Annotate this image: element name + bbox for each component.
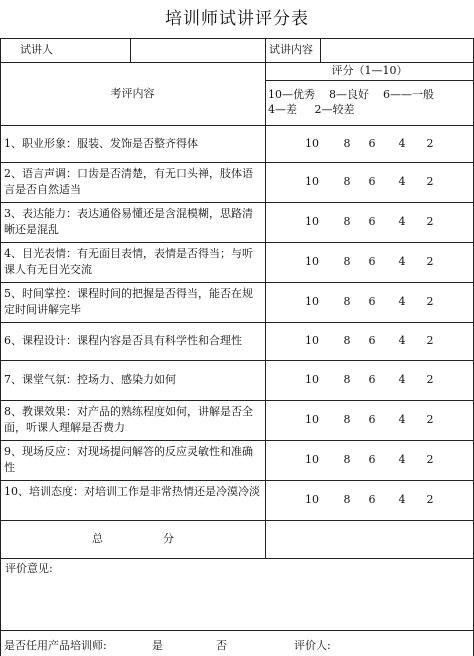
score-option[interactable]: 8 xyxy=(343,215,351,228)
score-option[interactable]: 6 xyxy=(368,255,376,268)
score-option[interactable]: 10 xyxy=(305,453,319,466)
score-legend-line1: 10—优秀 8—良好 6——一般 xyxy=(268,88,434,101)
rule-row10 xyxy=(0,520,474,521)
criterion-text: 1、职业形象：服装、发饰是否整齐得体 xyxy=(4,136,198,150)
rule-criteria-col xyxy=(265,62,266,558)
score-option[interactable]: 10 xyxy=(305,215,319,228)
lecturer-label: 试讲人 xyxy=(20,43,53,56)
score-option[interactable]: 6 xyxy=(368,295,376,308)
rule-row4 xyxy=(0,282,474,283)
criterion-text: 6、课程设计：课程内容是否具有科学性和合理性 xyxy=(4,334,242,347)
score-option[interactable]: 10 xyxy=(305,295,319,308)
appoint-yes[interactable]: 是 xyxy=(152,639,163,652)
score-option[interactable]: 10 xyxy=(305,255,319,268)
rule-row3 xyxy=(0,242,474,243)
evaluator-label: 评价人: xyxy=(294,639,331,652)
rule-score-label xyxy=(265,80,474,81)
score-option[interactable]: 2 xyxy=(426,373,434,386)
score-option[interactable]: 8 xyxy=(343,295,351,308)
score-option[interactable]: 10 xyxy=(305,136,319,150)
page-title: 培训师试讲评分表 xyxy=(165,9,309,29)
score-option[interactable]: 6 xyxy=(368,453,376,466)
rule-left xyxy=(0,38,1,656)
score-option[interactable]: 6 xyxy=(368,373,376,386)
total-label-left: 总 xyxy=(92,532,103,545)
rule-row6 xyxy=(0,360,474,361)
score-option[interactable]: 4 xyxy=(398,215,406,228)
score-option[interactable]: 2 xyxy=(426,255,434,268)
rule-row5 xyxy=(0,322,474,323)
criterion-text: 2、语言声调：口齿是否清楚，有无口头禅，肢体语言是否自然适当 xyxy=(4,167,253,196)
score-option[interactable]: 4 xyxy=(398,493,406,506)
score-option[interactable]: 4 xyxy=(398,334,406,347)
score-option[interactable]: 2 xyxy=(426,413,434,426)
score-option[interactable]: 8 xyxy=(343,453,351,466)
score-option[interactable]: 4 xyxy=(398,295,406,308)
score-option[interactable]: 4 xyxy=(398,175,406,188)
score-option[interactable]: 8 xyxy=(343,413,351,426)
score-option[interactable]: 4 xyxy=(398,255,406,268)
criterion-text: 3、表达能力：表达通俗易懂还是含混模糊，思路清晰还是混乱 xyxy=(4,207,253,236)
score-option[interactable]: 2 xyxy=(426,136,434,150)
rule-row2 xyxy=(0,202,474,203)
score-heading: 评分（1—10） xyxy=(331,64,408,77)
score-option[interactable]: 2 xyxy=(426,215,434,228)
rule-row1 xyxy=(0,162,474,163)
score-option[interactable]: 8 xyxy=(343,255,351,268)
score-option[interactable]: 2 xyxy=(426,295,434,308)
score-option[interactable]: 2 xyxy=(426,493,434,506)
score-option[interactable]: 6 xyxy=(368,493,376,506)
score-legend-line2: 4—差 2—较差 xyxy=(268,103,355,116)
score-option[interactable]: 8 xyxy=(343,136,351,150)
score-option[interactable]: 6 xyxy=(368,175,376,188)
score-option[interactable]: 10 xyxy=(305,373,319,386)
score-option[interactable]: 10 xyxy=(305,334,319,347)
rule-comments xyxy=(0,630,474,631)
rule-total xyxy=(0,558,474,559)
rule-top xyxy=(0,38,474,39)
rule-header-mid2 xyxy=(265,38,266,62)
rule-row8 xyxy=(0,440,474,441)
appoint-question: 是否任用产品培训师: xyxy=(4,639,107,652)
rule-header-mid1 xyxy=(130,38,131,62)
content-label: 试讲内容 xyxy=(269,43,313,56)
score-option[interactable]: 8 xyxy=(343,334,351,347)
evaluation-table xyxy=(0,38,474,656)
rule-row9 xyxy=(0,480,474,481)
score-option[interactable]: 4 xyxy=(398,136,406,150)
criteria-heading: 考评内容 xyxy=(110,87,155,100)
comments-label: 评价意见: xyxy=(5,562,53,575)
score-option[interactable]: 4 xyxy=(398,413,406,426)
score-option[interactable]: 2 xyxy=(426,453,434,466)
score-option[interactable]: 10 xyxy=(305,493,319,506)
criterion-text: 10、培训态度：对培训工作是非常热情还是冷漠冷淡 xyxy=(4,485,260,498)
score-option[interactable]: 8 xyxy=(343,175,351,188)
score-option[interactable]: 6 xyxy=(368,334,376,347)
criterion-text: 4、目光表情：有无面目表情，表情是否得当；与听课人有无目光交流 xyxy=(4,247,253,276)
score-option[interactable]: 6 xyxy=(368,215,376,228)
criterion-text: 5、时间掌控：课程时间的把握是否得当，能否在规定时间讲解完毕 xyxy=(4,287,253,316)
score-option[interactable]: 10 xyxy=(305,413,319,426)
total-label-right: 分 xyxy=(163,532,174,545)
score-option[interactable]: 6 xyxy=(368,136,376,150)
rule-row7 xyxy=(0,400,474,401)
score-option[interactable]: 2 xyxy=(426,175,434,188)
score-option[interactable]: 10 xyxy=(305,175,319,188)
rule-head xyxy=(0,125,474,126)
score-option[interactable]: 8 xyxy=(343,373,351,386)
score-option[interactable]: 8 xyxy=(343,493,351,506)
score-option[interactable]: 4 xyxy=(398,453,406,466)
appoint-no[interactable]: 否 xyxy=(216,639,227,652)
score-option[interactable]: 2 xyxy=(426,334,434,347)
criterion-text: 7、课堂气氛：控场力、感染力如何 xyxy=(4,373,176,386)
score-option[interactable]: 6 xyxy=(368,413,376,426)
criterion-text: 9、现场反应：对现场提问解答的反应灵敏性和准确性 xyxy=(4,445,253,474)
criterion-text: 8、教课效果：对产品的熟练程度如何，讲解是否全面，听课人理解是否费力 xyxy=(4,405,253,434)
score-option[interactable]: 4 xyxy=(398,373,406,386)
